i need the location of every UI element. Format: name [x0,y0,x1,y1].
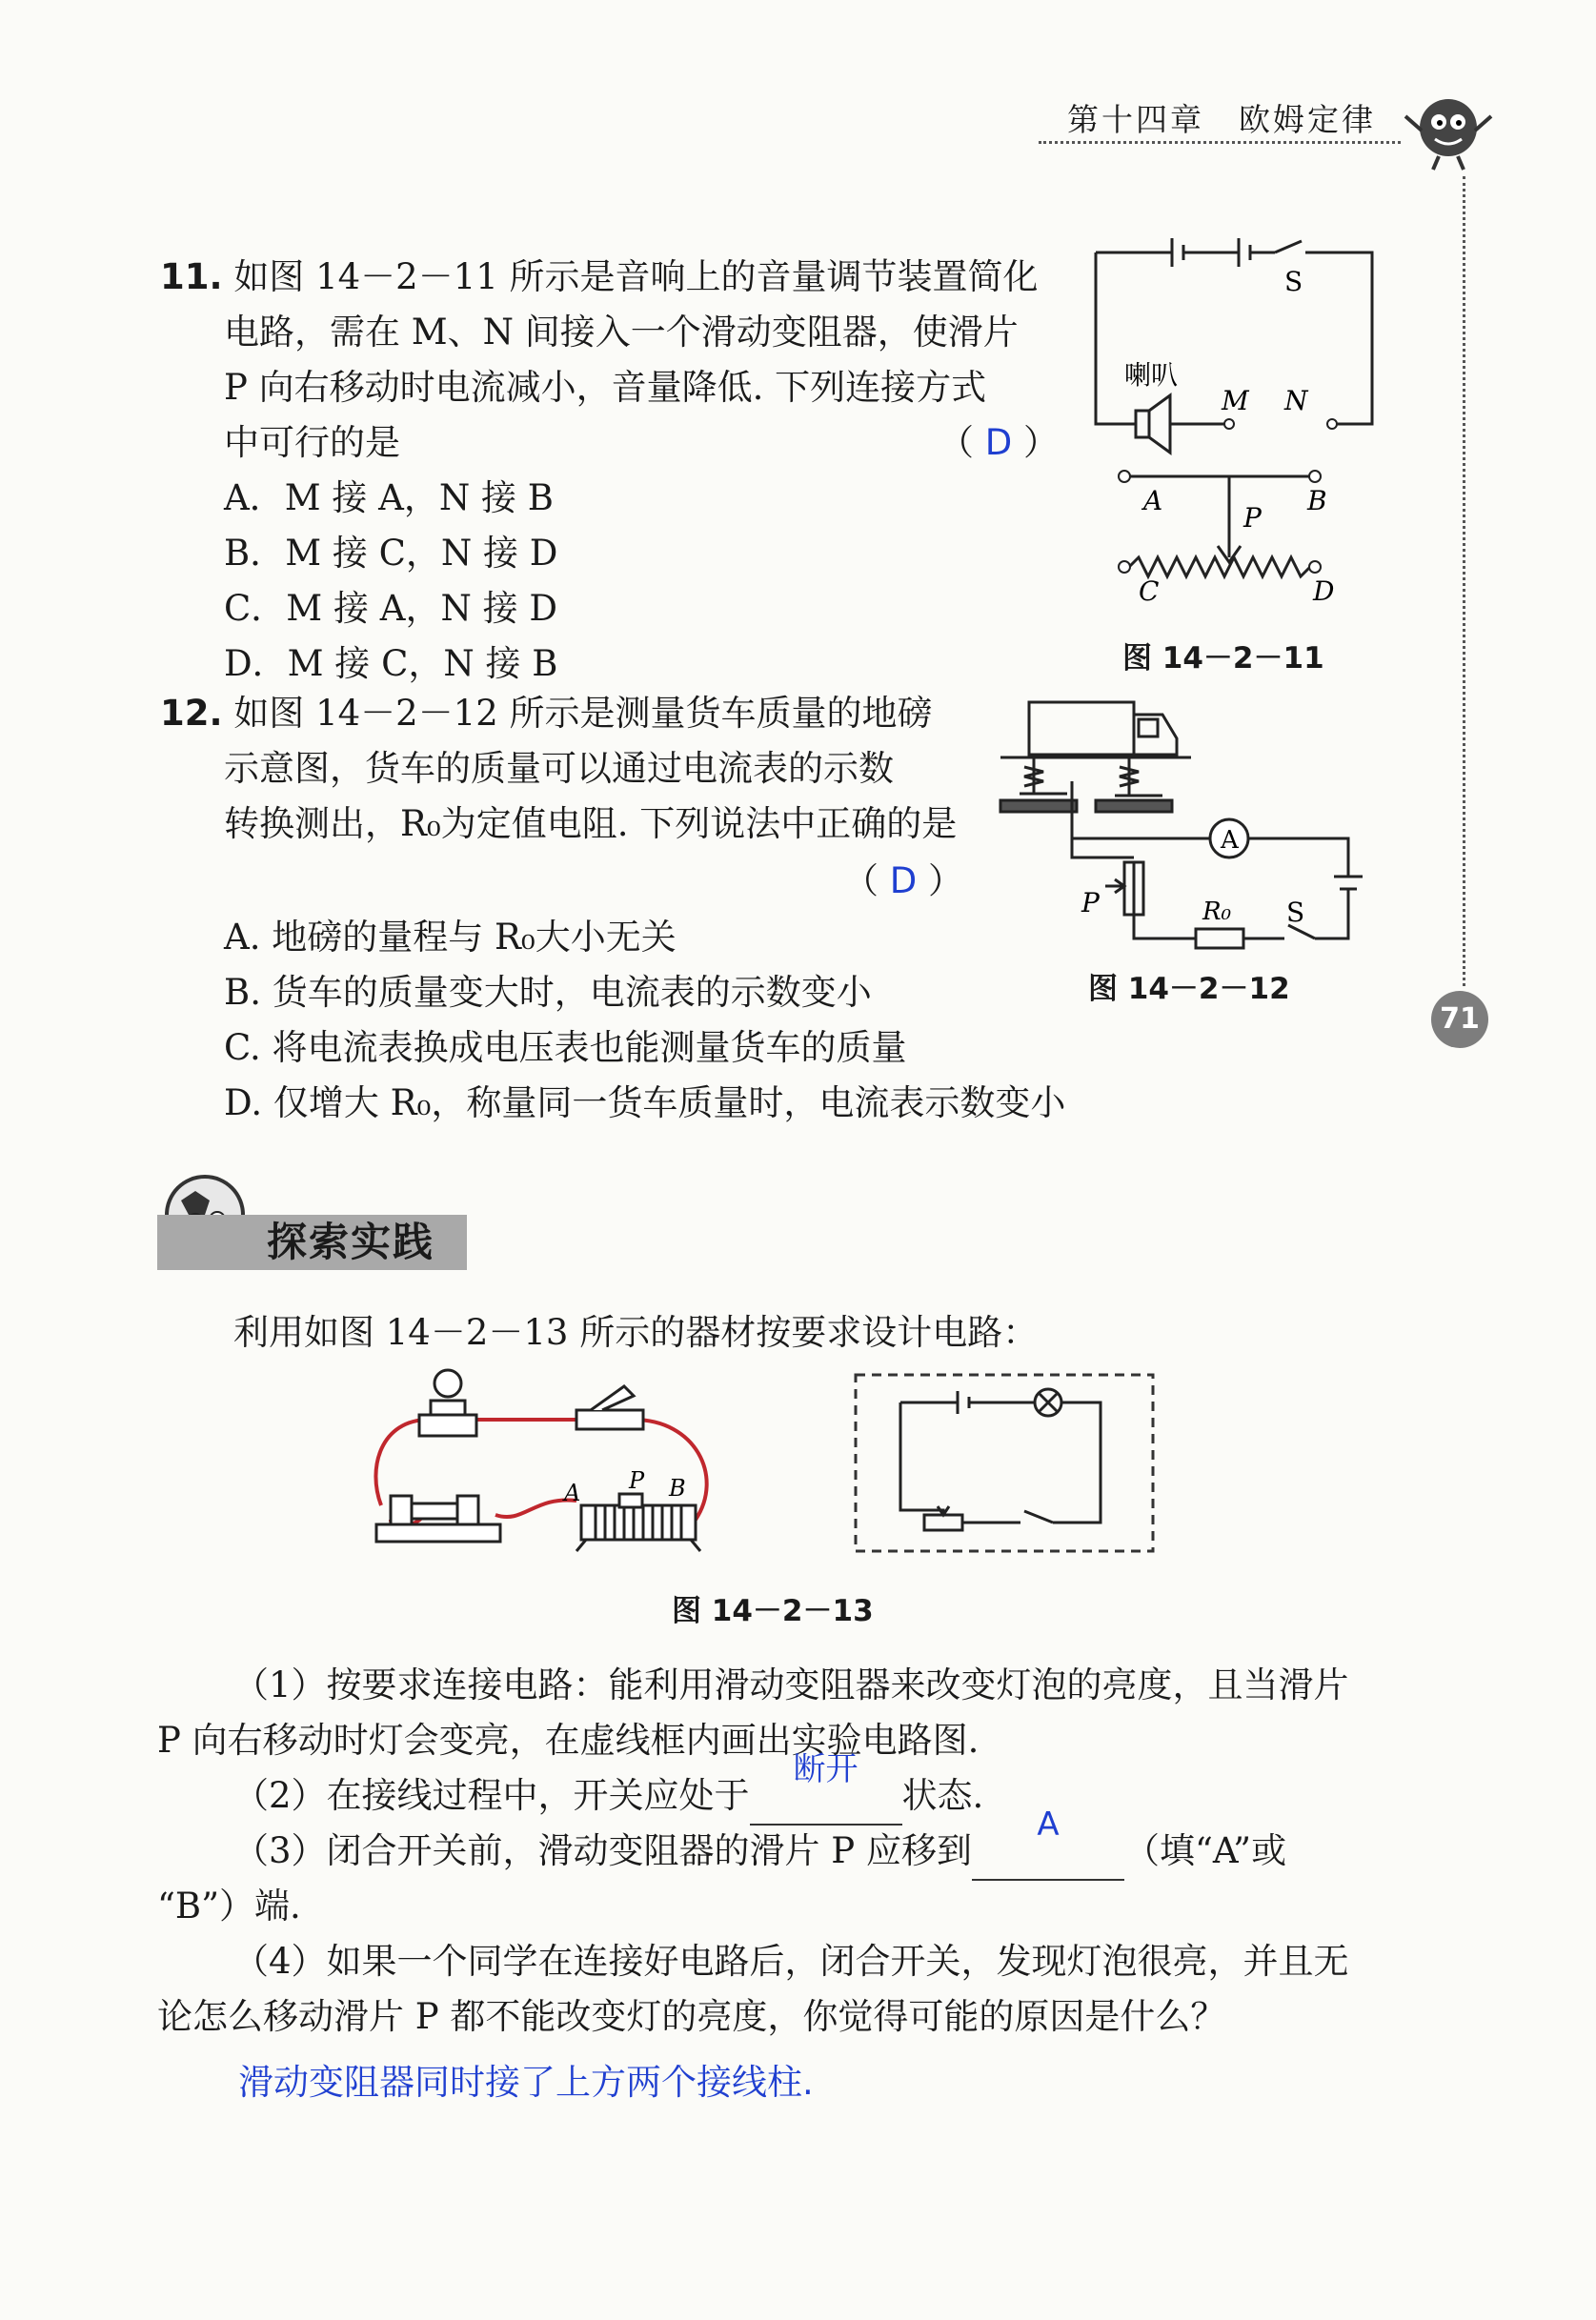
fig11-label-speaker: 喇叭 [1124,359,1179,391]
q12-answer-bracket: （ D ） [843,860,964,901]
fig11-label-a: A [1143,485,1163,516]
fig12-label-s: S [1286,897,1305,928]
fig12-label-p: P [1081,887,1100,918]
fig11-label-s: S [1284,266,1303,297]
q11-option-b: B．M 接 C，N 接 D [224,533,558,574]
side-divider [1463,176,1465,986]
q12-option-a: A. 地磅的量程与 R₀大小无关 [224,917,677,958]
q11-line1 [160,250,1039,305]
part4-answer: 滑动变阻器同时接了上方两个接线柱. [238,2062,814,2103]
part1-line2: P 向右移动时灯会变亮，在虚线框内画出实验电路图. [157,1720,980,1761]
fig13-label-p: P [629,1467,645,1494]
page-number: 71 [1431,991,1488,1048]
q12-line1 [160,686,933,741]
q11-number: 11. [160,256,223,297]
fig11-label-p: P [1243,502,1262,534]
fig11-label-b: B [1307,485,1327,516]
part2-line [233,1750,984,1826]
fig13-label-b: B [669,1475,686,1502]
q11-line3: P 向右移动时电流减小，音量降低. 下列连接方式 [224,367,987,408]
figure-14-2-11 [1086,233,1391,615]
chapter-title: 第十四章 欧姆定律 [1067,101,1376,138]
q11-answer: D [984,422,1013,463]
q11-option-c: C．M 接 A，N 接 D [224,588,558,629]
fig11-label-n: N [1284,385,1308,416]
part3-answer: A [1037,1806,1060,1844]
q12-answer: D [889,860,918,901]
q12-option-b: B. 货车的质量变大时，电流表的示数变小 [224,972,872,1013]
q12-text1: 如图 14－2－12 所示是测量货车质量的地磅 [233,693,933,734]
q12-number: 12. [160,693,223,734]
figure-14-2-13-answer-box [853,1372,1158,1558]
part3-line1 [233,1806,1287,1881]
q12-option-d: D. 仅增大 R₀，称量同一货车质量时，电流表示数变小 [224,1082,1066,1123]
mascot-icon [1401,88,1496,173]
fig13-label-a: A [564,1480,581,1506]
q12-option-c: C. 将电流表换成电压表也能测量货车的质量 [224,1027,907,1068]
part1-line1: （1）按要求连接电路：能利用滑动变阻器来改变灯泡的亮度，且当滑片 [233,1664,1349,1705]
q11-answer-bracket: （ D ） [939,422,1060,463]
q11-option-a: A．M 接 A，N 接 B [224,477,554,518]
fig11-label-c: C [1139,575,1160,607]
part2-answer: 断开 [793,1750,859,1788]
part4-line2: 论怎么移动滑片 P 都不能改变灯的亮度，你觉得可能的原因是什么？ [157,1996,1226,2037]
section-title: 探索实践 [267,1219,435,1265]
figure-14-2-12 [991,691,1372,958]
q12-line3: 转换测出，R₀为定值电阻. 下列说法中正确的是 [224,803,958,844]
part2-text-after: 状态. [901,1775,984,1816]
q11-text1: 如图 14－2－11 所示是音响上的音量调节装置简化 [233,256,1039,297]
q11-line4: 中可行的是 [224,422,400,463]
explore-intro: 利用如图 14－2－13 所示的器材按要求设计电路： [233,1312,1039,1353]
q11-option-d: D．M 接 C，N 接 B [224,643,558,684]
part4-line1: （4）如果一个同学在连接好电路后，闭合开关，发现灯泡很亮，并且无 [233,1941,1349,1982]
q11-line2: 电路，需在 M、N 间接入一个滑动变阻器，使滑片 [224,312,1019,353]
part2-text-before: （2）在接线过程中，开关应处于 [233,1775,750,1816]
header-divider [1039,141,1401,144]
part3-blank[interactable] [972,1806,1124,1881]
q12-line2: 示意图，货车的质量可以通过电流表的示数 [224,748,894,789]
figure-14-2-13-apparatus [362,1362,734,1553]
part3-text-before: （3）闭合开关前，滑动变阻器的滑片 P 应移到 [233,1830,972,1871]
fig12-ammeter-label: A [1221,826,1239,855]
fig11-caption: 图 14－2－11 [1122,641,1324,676]
part3-line2: “B”）端. [157,1886,301,1927]
part3-text-after: （填“A”或 [1123,1830,1287,1871]
fig12-caption: 图 14－2－12 [1088,972,1290,1006]
fig13-caption: 图 14－2－13 [672,1594,874,1628]
part2-blank[interactable] [750,1750,902,1826]
fig11-label-d: D [1313,575,1335,607]
fig12-label-r0: R₀ [1202,898,1231,926]
fig11-label-m: M [1222,385,1249,416]
